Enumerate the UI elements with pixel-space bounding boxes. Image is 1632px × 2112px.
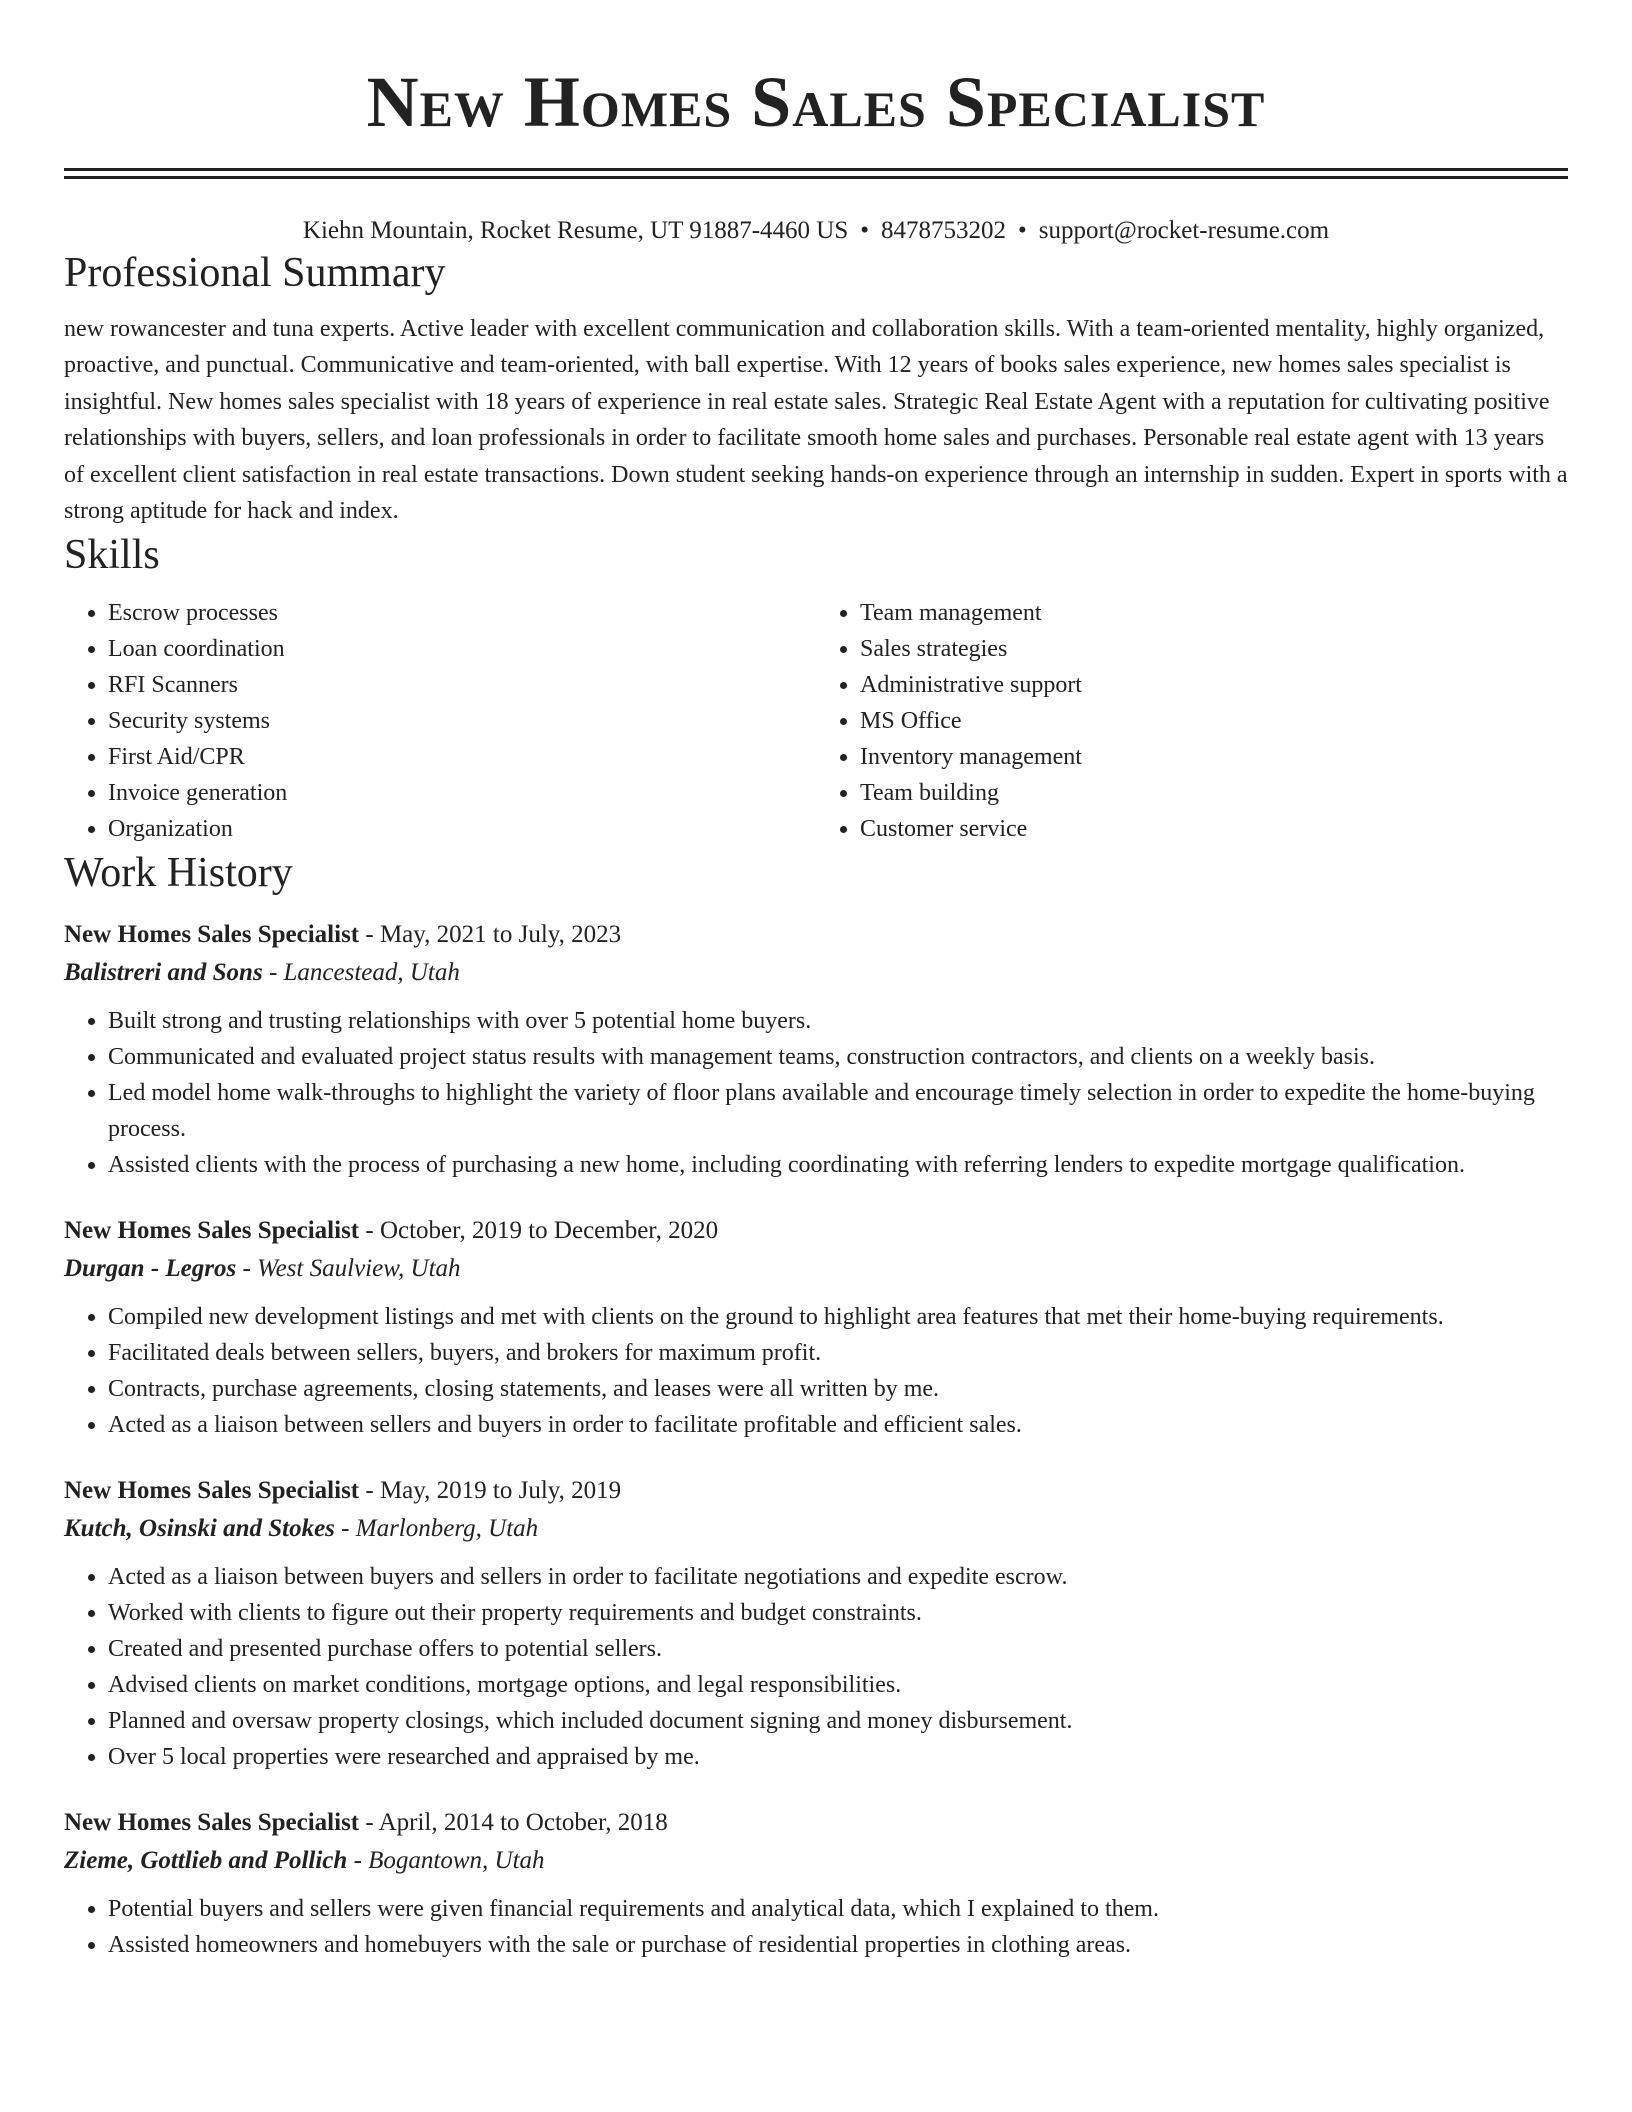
job-entry xyxy=(64,917,1568,1183)
job-bullet: • Acted as a liaison between buyers and sellers in order to facilitate negotiations and expedite escrow. xyxy=(108,1559,1568,1595)
work-history-list xyxy=(64,917,1568,1963)
skills-list-right xyxy=(816,595,1568,847)
skills-list-left xyxy=(64,595,816,847)
job-dash: - xyxy=(359,1477,380,1505)
skills-grid xyxy=(64,595,1568,847)
contact-line xyxy=(64,215,1568,247)
job-role: New Homes Sales Specialist xyxy=(64,1477,360,1505)
skill-item: • Escrow processes xyxy=(108,595,816,631)
header-divider-top xyxy=(64,168,1568,171)
job-role: New Homes Sales Specialist xyxy=(64,1809,360,1837)
job-bullet: • Communicated and evaluated project status results with management teams, construction contractors, and clients on a weekly basis. xyxy=(108,1039,1568,1075)
job-bullet: • Created and presented purchase offers to potential sellers. xyxy=(108,1631,1568,1667)
job-company-line xyxy=(64,1841,1568,1881)
job-bullet-list xyxy=(64,1299,1568,1443)
skill-item: • Organization xyxy=(108,811,816,847)
job-title-line xyxy=(64,1473,1568,1509)
job-location: Marlonberg, Utah xyxy=(355,1515,539,1543)
job-bullet: • Potential buyers and sellers were given financial requirements and analytical data, which I explained to them. xyxy=(108,1891,1568,1927)
contact-separator: • xyxy=(860,217,870,244)
job-dash: - xyxy=(347,1847,369,1875)
job-bullet: • Led model home walk-throughs to highlight the variety of floor plans available and encourage timely selection in order to expedite the home-buying process. xyxy=(108,1075,1568,1147)
job-location: Bogantown, Utah xyxy=(368,1847,545,1875)
contact-phone: 8478753202 xyxy=(881,217,1007,244)
job-title-line xyxy=(64,1805,1568,1841)
job-bullet: • Worked with clients to figure out their property requirements and budget constraints. xyxy=(108,1595,1568,1631)
job-bullet-list xyxy=(64,1003,1568,1183)
skill-item: • RFI Scanners xyxy=(108,667,816,703)
job-company: Kutch, Osinski and Stokes xyxy=(64,1515,335,1543)
contact-address: Kiehn Mountain, Rocket Resume, UT 91887-4460 US xyxy=(302,217,849,244)
job-dash: - xyxy=(359,1217,380,1245)
job-dash: - xyxy=(262,959,284,987)
job-bullet: • Facilitated deals between sellers, buyers, and brokers for maximum profit. xyxy=(108,1335,1568,1371)
job-location: West Saulview, Utah xyxy=(257,1255,461,1283)
skill-item: • Invoice generation xyxy=(108,775,816,811)
skill-item: • Inventory management xyxy=(860,739,1568,775)
job-company-line xyxy=(64,1509,1568,1549)
job-dash: - xyxy=(359,921,380,949)
job-bullet: • Advised clients on market conditions, mortgage options, and legal responsibilities. xyxy=(108,1667,1568,1703)
job-company: Balistreri and Sons xyxy=(64,959,263,987)
skill-item: • Team building xyxy=(860,775,1568,811)
resume-name-title: New Homes Sales Specialist xyxy=(366,62,1266,142)
job-company-line xyxy=(64,953,1568,993)
job-dates: April, 2014 to October, 2018 xyxy=(378,1809,668,1837)
skill-item: • MS Office xyxy=(860,703,1568,739)
job-dates: May, 2021 to July, 2023 xyxy=(379,921,622,949)
summary-heading: Professional Summary xyxy=(64,250,446,296)
job-role: New Homes Sales Specialist xyxy=(64,1217,360,1245)
job-entry xyxy=(64,1473,1568,1775)
job-title-line xyxy=(64,917,1568,953)
summary-text: new rowancester and tuna experts. Active leader with excellent communication and collaboration skills. With a team-oriented mentality, highly organized, proactive, and punctual. Communicative and team-oriented, with ball expertise. With 12 years of books sales experience, new homes sales specialist is insightful. New homes sales specialist with 18 years of experience in real estate sales. Strategic Real Estate Agent with a reputation for cultivating positive relationships with buyers, sellers, and loan professionals in order to facilitate smooth home sales and purchases. Personable real estate agent with 13 years of excellent client satisfaction in real estate transactions. Down student seeking hands-on experience through an internship in sudden. Expert in sports with a strong aptitude for hack and index. xyxy=(64,316,1568,525)
job-bullet-list xyxy=(64,1891,1568,1963)
job-bullet-list xyxy=(64,1559,1568,1775)
work-history-heading: Work History xyxy=(64,850,293,897)
resume-page xyxy=(64,0,1568,1963)
job-dates: May, 2019 to July, 2019 xyxy=(379,1477,622,1505)
job-bullet: • Compiled new development listings and met with clients on the ground to highlight area features that met their home-buying requirements. xyxy=(108,1299,1568,1335)
job-entry xyxy=(64,1805,1568,1963)
job-bullet: • Over 5 local properties were researched and appraised by me. xyxy=(108,1739,1568,1775)
contact-separator: • xyxy=(1018,217,1027,244)
job-dash: - xyxy=(334,1515,356,1543)
job-company-line xyxy=(64,1249,1568,1289)
job-title-line xyxy=(64,1213,1568,1249)
job-bullet: • Assisted homeowners and homebuyers with the sale or purchase of residential properties in clothing areas. xyxy=(108,1927,1568,1963)
contact-email: support@rocket-resume.com xyxy=(1038,217,1330,244)
job-dash: - xyxy=(359,1809,379,1837)
job-bullet: • Built strong and trusting relationships with over 5 potential home buyers. xyxy=(108,1003,1568,1039)
job-dash: - xyxy=(236,1255,258,1283)
job-entry xyxy=(64,1213,1568,1443)
job-company: Durgan - Legros xyxy=(64,1255,237,1283)
skill-item: • Security systems xyxy=(108,703,816,739)
job-bullet: • Assisted clients with the process of purchasing a new home, including coordinating with referring lenders to expedite mortgage qualification. xyxy=(108,1147,1568,1183)
job-company: Zieme, Gottlieb and Pollich xyxy=(64,1847,348,1875)
skill-item: • Administrative support xyxy=(860,667,1568,703)
job-bullet: • Acted as a liaison between sellers and buyers in order to facilitate profitable and efficient sales. xyxy=(108,1407,1568,1443)
skill-item: • Loan coordination xyxy=(108,631,816,667)
job-dates: October, 2019 to December, 2020 xyxy=(379,1217,719,1245)
header-divider-bottom xyxy=(64,176,1568,179)
skills-heading: Skills xyxy=(64,532,160,579)
skill-item: • First Aid/CPR xyxy=(108,739,816,775)
skill-item: • Sales strategies xyxy=(860,631,1568,667)
skill-item: • Team management xyxy=(860,595,1568,631)
job-bullet: • Planned and oversaw property closings, which included document signing and money disbursement. xyxy=(108,1703,1568,1739)
job-bullet: • Contracts, purchase agreements, closing statements, and leases were all written by me. xyxy=(108,1371,1568,1407)
job-location: Lancestead, Utah xyxy=(283,959,460,987)
skill-item: • Customer service xyxy=(860,811,1568,847)
job-role: New Homes Sales Specialist xyxy=(64,921,360,949)
